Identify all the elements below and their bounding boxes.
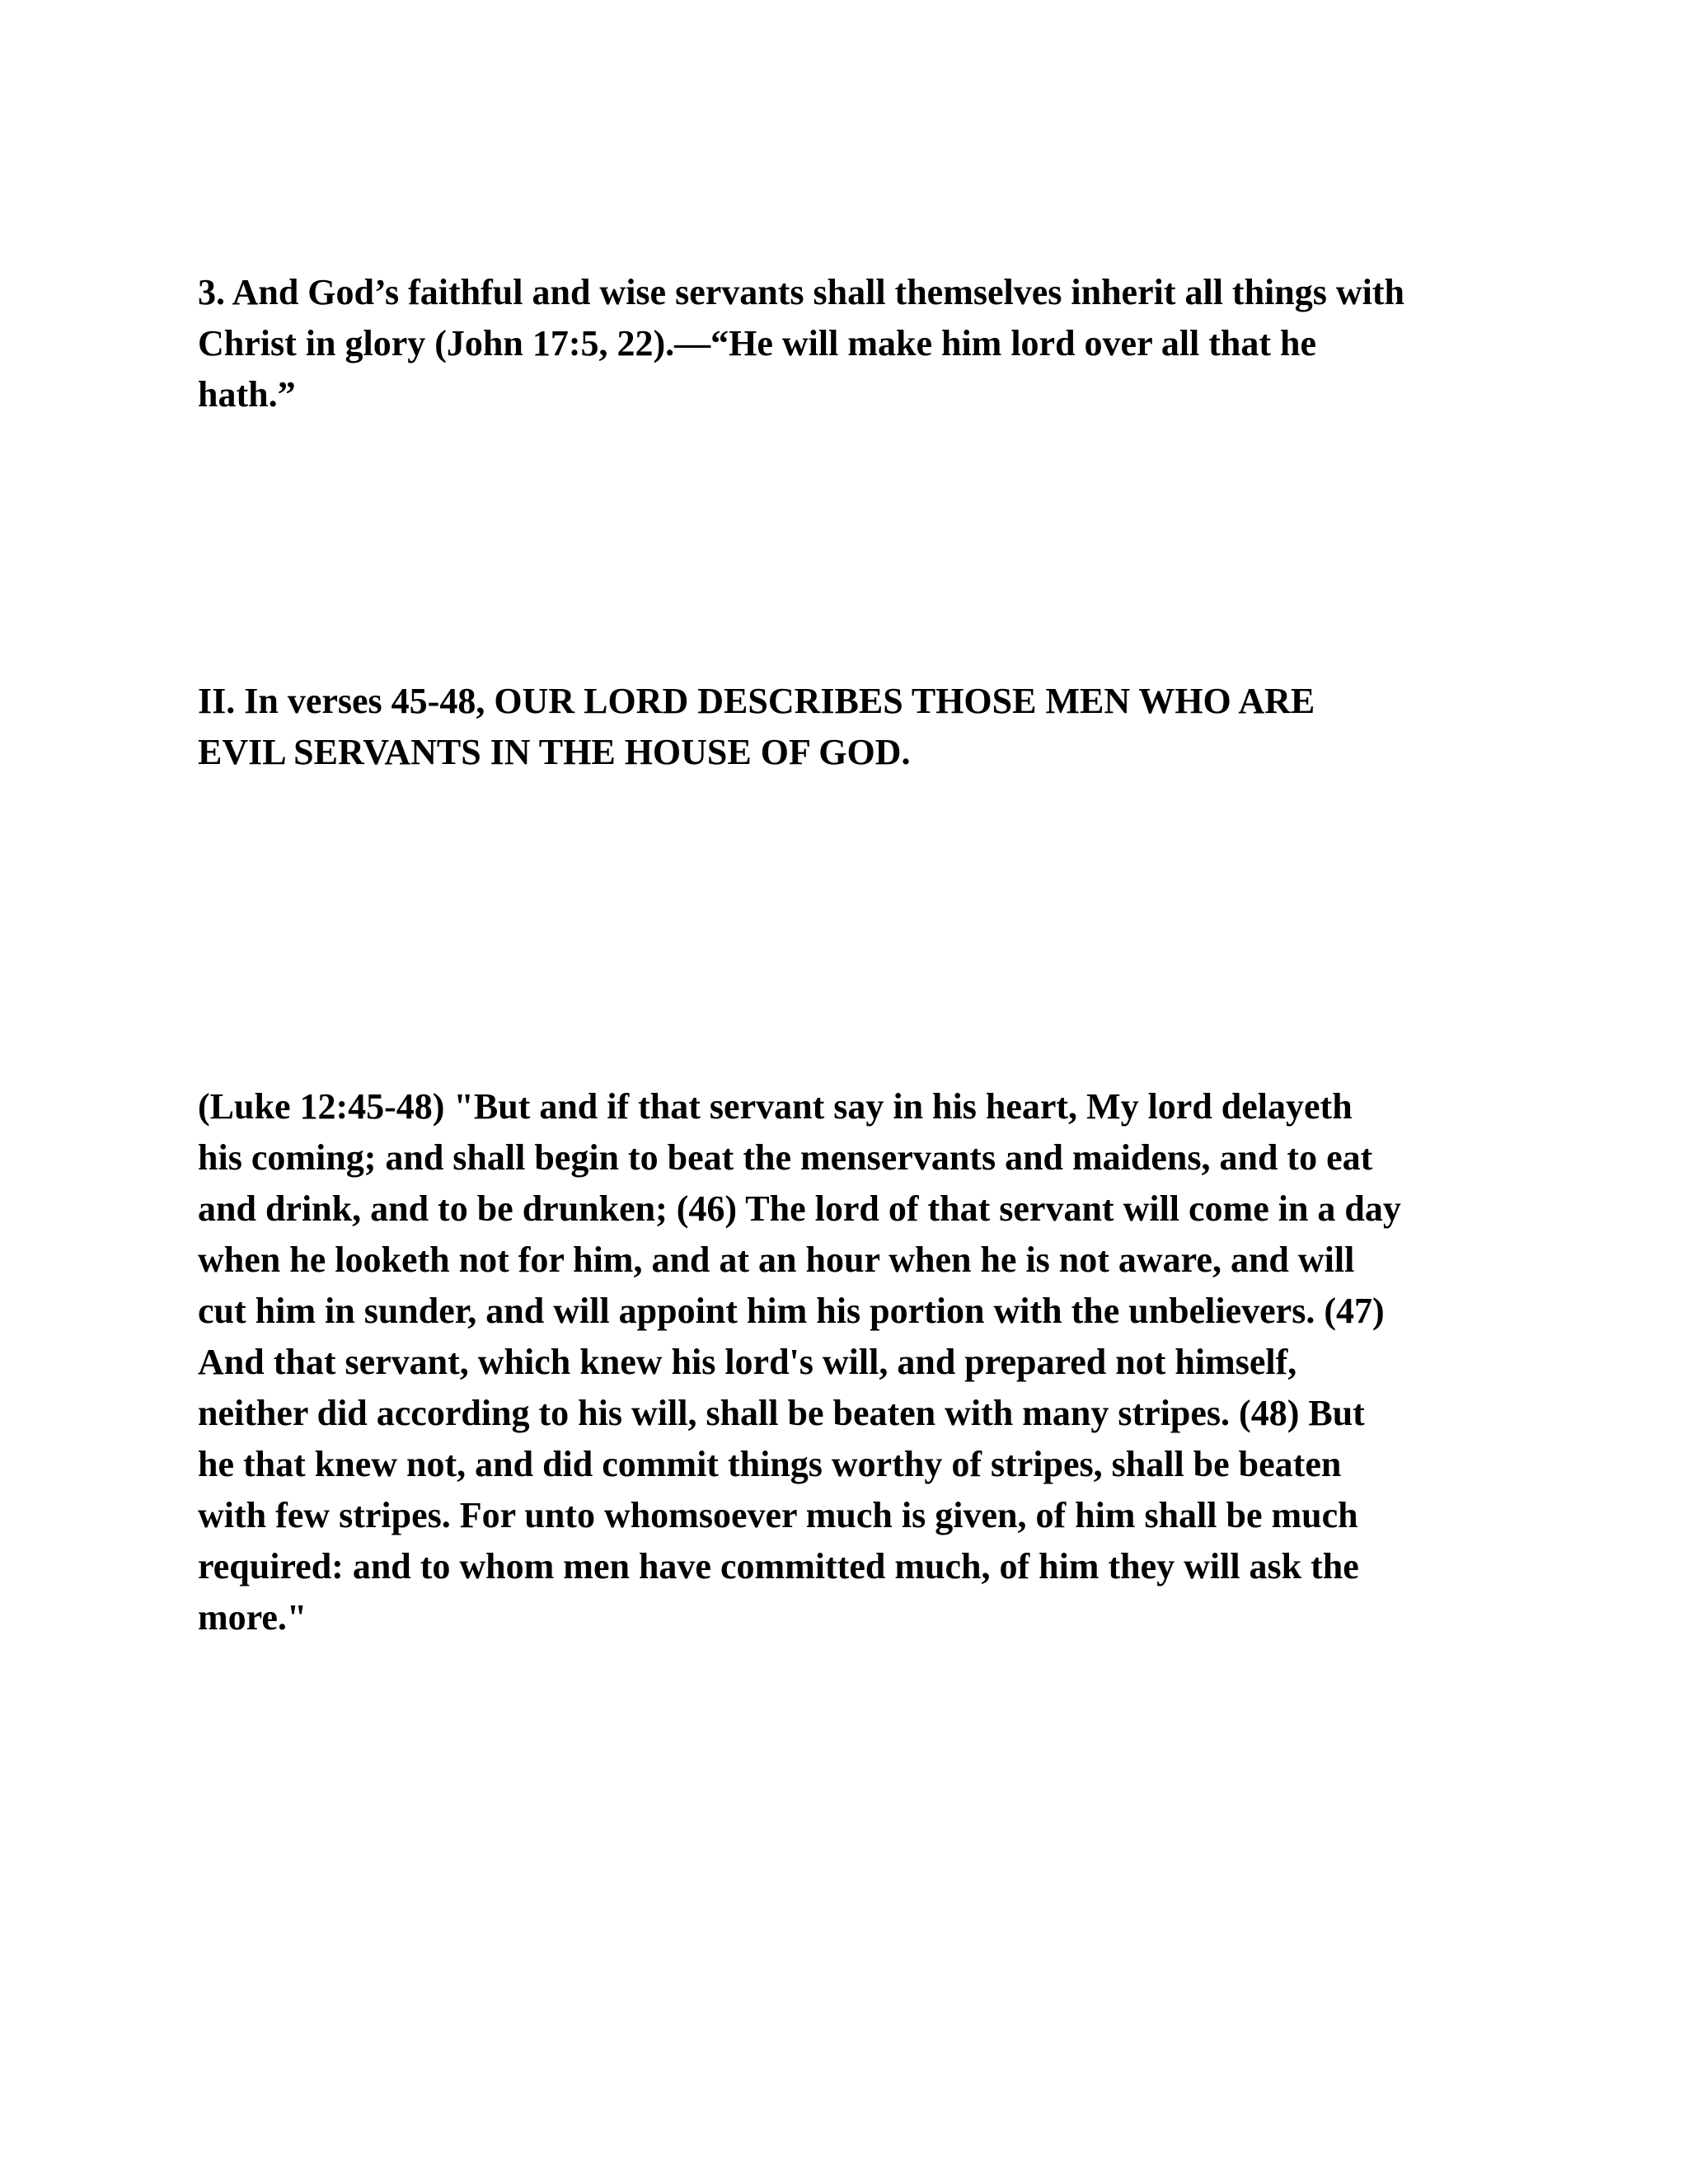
text-line: required: and to whom men have committed much, of him they will ask the — [198, 1546, 1359, 1586]
section-heading — [198, 676, 1533, 778]
text-line: (Luke 12:45-48) "But and if that servant say in his heart, My lord delayeth — [198, 1086, 1353, 1127]
text-line: Christ in glory (John 17:5, 22).—“He will make him lord over all that he — [198, 323, 1317, 363]
text-line: he that knew not, and did commit things worthy of stripes, shall be beaten — [198, 1444, 1342, 1484]
text-line: when he looketh not for him, and at an hour when he is not aware, and will — [198, 1240, 1355, 1280]
text-line: And that servant, which knew his lord's will, and prepared not himself, — [198, 1342, 1297, 1382]
text-line: hath.” — [198, 374, 296, 415]
text-line: 3. And God’s faithful and wise servants shall themselves inherit all things with — [198, 272, 1404, 312]
text-line: cut him in sunder, and will appoint him his portion with the unbelievers. (47) — [198, 1291, 1385, 1331]
heading-line: II. In verses 45-48, OUR LORD DESCRIBES THOSE MEN WHO ARE — [198, 681, 1315, 721]
text-line: more." — [198, 1597, 307, 1638]
paragraph-inheritance — [198, 267, 1533, 420]
text-line: and drink, and to be drunken; (46) The lord of that servant will come in a day — [198, 1188, 1401, 1229]
text-line: his coming; and shall begin to beat the menservants and maidens, and to eat — [198, 1137, 1373, 1178]
text-line: neither did according to his will, shall be beaten with many stripes. (48) But — [198, 1393, 1365, 1433]
heading-line: EVIL SERVANTS IN THE HOUSE OF GOD. — [198, 732, 911, 772]
scripture-quote — [198, 1081, 1533, 1643]
text-line: with few stripes. For unto whomsoever much is given, of him shall be much — [198, 1495, 1358, 1535]
